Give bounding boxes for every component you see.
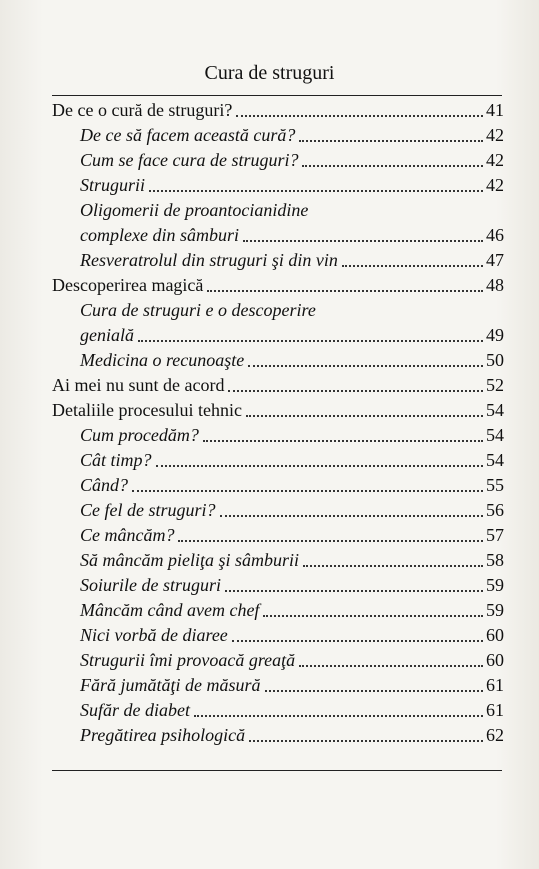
toc-entry xyxy=(52,298,504,323)
dot-leader xyxy=(248,365,483,367)
toc-page-number: 61 xyxy=(486,675,504,695)
toc-entry-label: Ai mei nu sunt de acord xyxy=(52,375,225,395)
toc-entry xyxy=(52,398,504,423)
toc-page-number: 54 xyxy=(486,450,504,470)
toc-entry-label: Medicina o recunoaşte xyxy=(80,350,245,370)
toc-entry-label: Ce fel de struguri? xyxy=(80,500,216,520)
toc-entry xyxy=(52,173,504,198)
toc-entry xyxy=(52,648,504,673)
toc-entry-label: Strugurii xyxy=(80,175,146,195)
toc-page-number: 55 xyxy=(486,475,504,495)
toc-page-number: 46 xyxy=(486,225,504,245)
toc-entry-label: Să mâncăm pieliţa şi sâmburii xyxy=(80,550,299,570)
toc-page-number: 61 xyxy=(486,700,504,720)
toc-entry-label: genială xyxy=(80,325,134,345)
toc-page-number: 48 xyxy=(486,275,504,295)
toc-entry-label: Ce mâncăm? xyxy=(80,525,175,545)
toc-entry xyxy=(52,723,504,748)
toc-entry-label: Soiurile de struguri xyxy=(80,575,222,595)
toc-entry-label: Descoperirea magică xyxy=(52,275,204,295)
toc-entry xyxy=(52,148,504,173)
dot-leader xyxy=(194,715,483,717)
toc-entry-label: Când? xyxy=(80,475,129,495)
toc-entry xyxy=(52,98,504,123)
toc-entry xyxy=(52,673,504,698)
toc-page-number: 42 xyxy=(486,175,504,195)
toc-page-number: 60 xyxy=(486,650,504,670)
dot-leader xyxy=(232,640,483,642)
toc-page-number: 50 xyxy=(486,350,504,370)
toc-entry-label: Oligomerii de proantocianidine xyxy=(80,200,309,220)
toc-entry xyxy=(52,223,504,248)
toc-page-number: 57 xyxy=(486,525,504,545)
toc-entry xyxy=(52,573,504,598)
toc-entry xyxy=(52,348,504,373)
toc-entry-label: Cum se face cura de struguri? xyxy=(80,150,299,170)
toc-entry xyxy=(52,698,504,723)
toc-entry xyxy=(52,123,504,148)
toc-page-number: 59 xyxy=(486,575,504,595)
toc-entry-label: Resveratrolul din struguri şi din vin xyxy=(80,250,338,270)
table-of-contents xyxy=(52,98,504,748)
dot-leader xyxy=(132,490,483,492)
toc-entry-label: Cât timp? xyxy=(80,450,152,470)
top-rule xyxy=(52,95,502,96)
toc-entry xyxy=(52,373,504,398)
dot-leader xyxy=(263,615,483,617)
toc-entry xyxy=(52,273,504,298)
dot-leader xyxy=(149,190,483,192)
toc-entry-label: Cura de struguri e o descoperire xyxy=(80,300,316,320)
dot-leader xyxy=(207,290,483,292)
dot-leader xyxy=(342,265,483,267)
section-title: Cura de struguri xyxy=(204,62,335,84)
toc-entry xyxy=(52,548,504,573)
toc-entry-label: Detaliile procesului tehnic xyxy=(52,400,242,420)
dot-leader xyxy=(156,465,483,467)
dot-leader xyxy=(302,165,483,167)
dot-leader xyxy=(299,665,483,667)
toc-entry xyxy=(52,623,504,648)
toc-page-number: 59 xyxy=(486,600,504,620)
toc-page-number: 49 xyxy=(486,325,504,345)
toc-entry-label: De ce o cură de struguri? xyxy=(52,100,233,120)
dot-leader xyxy=(220,515,484,517)
toc-entry xyxy=(52,198,504,223)
toc-page-number: 54 xyxy=(486,425,504,445)
toc-page-number: 41 xyxy=(486,100,504,120)
dot-leader xyxy=(246,415,483,417)
toc-entry xyxy=(52,473,504,498)
toc-page-number: 42 xyxy=(486,150,504,170)
toc-page-number: 52 xyxy=(486,375,504,395)
dot-leader xyxy=(228,390,483,392)
toc-entry xyxy=(52,598,504,623)
dot-leader xyxy=(303,565,483,567)
bottom-rule xyxy=(52,770,502,771)
toc-entry-label: Nici vorbă de diaree xyxy=(80,625,228,645)
dot-leader xyxy=(178,540,483,542)
toc-entry-label: Mâncăm când avem chef xyxy=(80,600,260,620)
dot-leader xyxy=(243,240,483,242)
toc-entry xyxy=(52,498,504,523)
toc-page-number: 60 xyxy=(486,625,504,645)
toc-entry-label: De ce să facem această cură? xyxy=(80,125,296,145)
toc-page-number: 54 xyxy=(486,400,504,420)
toc-page-number: 47 xyxy=(486,250,504,270)
toc-entry xyxy=(52,423,504,448)
toc-page-number: 58 xyxy=(486,550,504,570)
toc-page-number: 62 xyxy=(486,725,504,745)
toc-entry-label: Fără jumătăţi de măsură xyxy=(80,675,261,695)
toc-entry-label: Cum procedăm? xyxy=(80,425,199,445)
dot-leader xyxy=(265,690,483,692)
dot-leader xyxy=(203,440,483,442)
toc-entry-label: Sufăr de diabet xyxy=(80,700,190,720)
dot-leader xyxy=(236,115,483,117)
dot-leader xyxy=(299,140,483,142)
toc-entry xyxy=(52,523,504,548)
toc-page-number: 42 xyxy=(486,125,504,145)
toc-entry xyxy=(52,323,504,348)
dot-leader xyxy=(249,740,483,742)
dot-leader xyxy=(138,340,483,342)
dot-leader xyxy=(225,590,483,592)
toc-entry-label: Pregătirea psihologică xyxy=(80,725,246,745)
toc-entry-label: Strugurii îmi provoacă greaţă xyxy=(80,650,296,670)
toc-page-number: 56 xyxy=(486,500,504,520)
toc-entry xyxy=(52,448,504,473)
toc-entry-label: complexe din sâmburi xyxy=(80,225,239,245)
toc-entry xyxy=(52,248,504,273)
